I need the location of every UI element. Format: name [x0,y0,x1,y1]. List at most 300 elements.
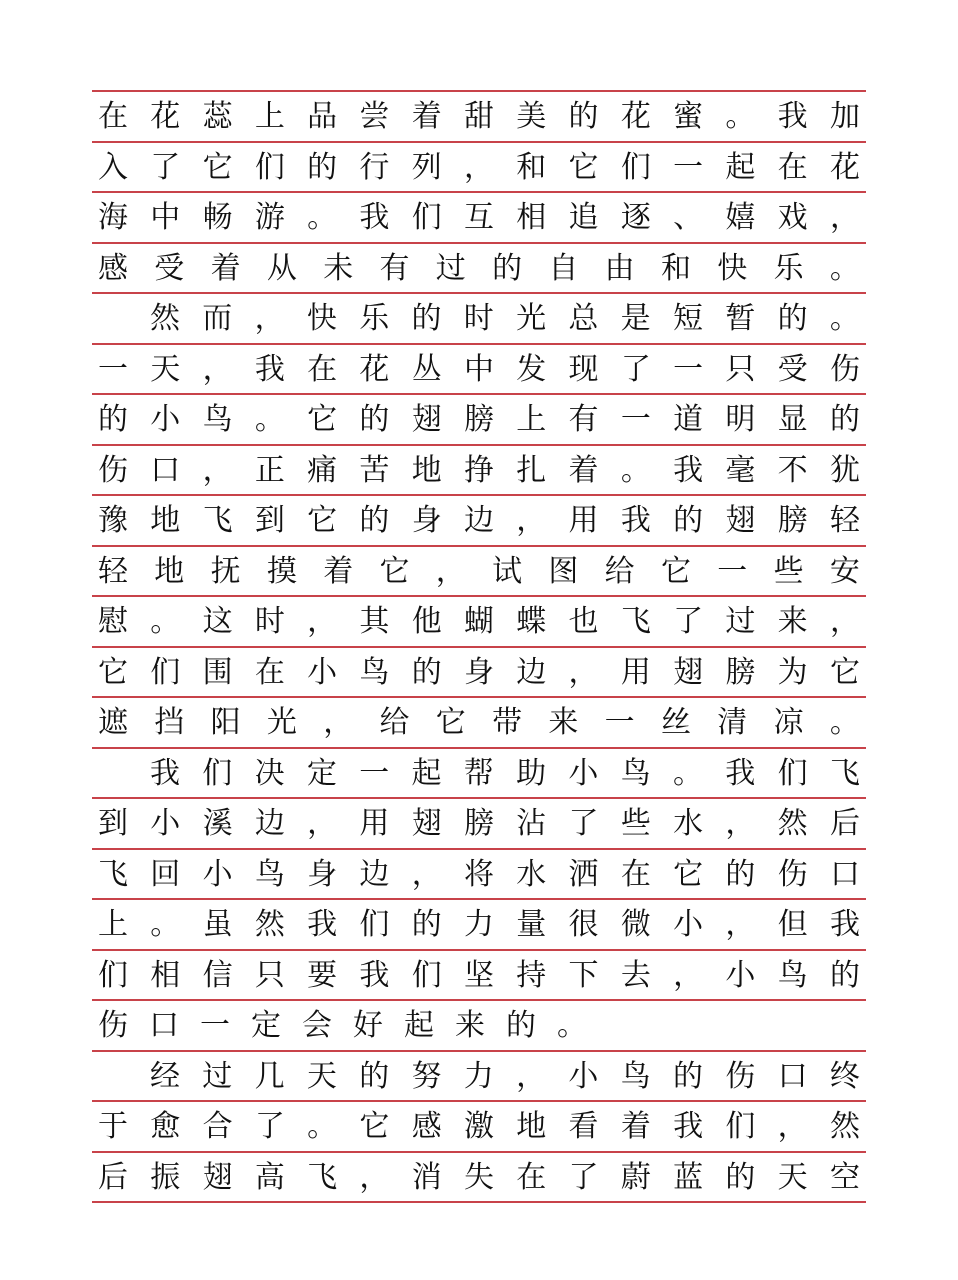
text-line [92,1050,866,1100]
handwritten-char: 为 [777,654,808,690]
handwritten-char: 然 [777,806,808,841]
handwritten-char: 只 [254,957,285,993]
text-line [92,646,866,696]
handwritten-char: 时 [463,301,494,336]
handwritten-char: 受 [154,250,185,286]
handwritten-char: 地 [516,1109,547,1144]
handwritten-char: 翅 [411,402,442,437]
handwritten-char: 甜 [463,99,494,134]
handwritten-char: 定 [306,755,337,791]
handwritten-char: 轻 [98,553,128,589]
handwritten-char: 光 [266,705,297,740]
handwritten-char: 的 [829,957,860,993]
handwritten-char: 了 [568,806,599,841]
handwritten-char: 慰 [98,604,128,639]
handwritten-char: 边 [516,654,547,690]
handwritten-char: 将 [463,856,494,892]
handwritten-char: 边 [463,503,494,538]
handwritten-char: 溪 [202,806,233,841]
handwritten-char: 花 [829,149,860,185]
handwritten-char: 膀 [725,654,756,690]
handwritten-char: 飞 [829,755,860,791]
handwritten-char: 遮 [98,705,128,740]
text-line [92,898,866,948]
handwritten-char: 着 [568,452,599,488]
handwritten-char: ， [829,200,860,235]
handwritten-char: 的 [359,503,390,538]
handwritten-char: 起 [404,1008,434,1043]
handwritten-char: 小 [568,1058,599,1094]
handwritten-char: 小 [673,907,704,942]
text-line [92,797,866,847]
handwritten-char: 们 [359,907,390,942]
handwritten-char: 它 [307,503,338,538]
handwritten-char: 它 [202,149,233,185]
handwritten-char: 加 [829,99,860,134]
handwritten-char: 小 [568,755,599,791]
handwritten-char: 。 [557,1008,587,1043]
handwritten-char: ， [516,503,547,538]
handwritten-char: 的 [492,250,523,286]
handwritten-char: ， [359,1159,390,1195]
handwritten-char: 我 [777,99,808,134]
handwritten-char: 蝶 [516,604,547,639]
handwritten-char: 坚 [463,957,494,993]
handwritten-char: 上 [254,99,285,134]
handwritten-char: 很 [568,907,599,942]
handwritten-char: 的 [777,301,808,336]
handwritten-char: 用 [568,503,599,538]
handwritten-char: 有 [379,250,410,286]
handwritten-char: 持 [516,957,547,993]
text-line [92,696,866,746]
handwritten-char: 口 [777,1058,808,1094]
text-line [92,292,866,342]
handwritten-char: 要 [307,957,338,993]
handwritten-char: 口 [149,1008,179,1043]
handwritten-char: ， [777,1109,808,1144]
text-line [92,191,866,241]
handwritten-char: 信 [202,957,233,993]
handwritten-char: 翅 [202,1159,233,1195]
handwritten-char: 天 [777,1159,808,1195]
handwritten-char: 。 [150,604,181,639]
handwritten-char: 一 [98,351,128,387]
handwritten-char: 乐 [359,301,390,336]
handwritten-char: 花 [620,99,651,134]
handwritten-char: 图 [548,553,579,589]
handwritten-char: 愈 [150,1109,181,1144]
handwritten-char: 正 [254,452,285,488]
handwritten-char: 犹 [829,452,860,488]
handwritten-char: ， [725,806,756,841]
handwritten-char: 地 [150,503,181,538]
handwritten-char: 我 [673,452,704,488]
text-line [92,141,866,191]
handwritten-char: 空 [829,1159,860,1195]
handwritten-char: 鸟 [202,402,233,437]
handwritten-char: 一 [359,755,390,791]
handwritten-char: 它 [568,149,599,185]
handwritten-char: 给 [379,705,410,740]
handwritten-char: 回 [150,856,181,892]
handwritten-char: 。 [829,705,860,740]
text-line [92,848,866,898]
handwritten-char: 不 [777,452,808,488]
handwritten-char: 飞 [620,604,651,639]
handwritten-char: 也 [568,604,599,639]
handwritten-char: 中 [150,200,181,235]
handwritten-char: 鸟 [359,654,390,690]
text-line [92,1151,866,1201]
handwritten-char: 洒 [568,856,599,892]
handwritten-char: 用 [620,654,651,690]
text-line [92,494,866,544]
handwritten-char: 在 [254,654,285,690]
handwritten-char: 翅 [673,654,704,690]
handwritten-char: 快 [717,250,748,286]
handwritten-char: 飞 [307,1159,338,1195]
handwritten-char: 一 [673,351,704,387]
handwritten-char: 伤 [725,1058,756,1094]
handwritten-char: ， [829,604,860,639]
handwritten-char: 们 [150,654,181,690]
handwritten-char: 。 [829,250,860,286]
handwritten-char: 。 [307,200,338,235]
handwritten-char: 带 [492,705,523,740]
handwritten-char: 了 [673,604,704,639]
ruled-line [92,1201,866,1203]
handwritten-char: 。 [725,99,756,134]
handwritten-char: 伤 [829,351,860,387]
handwritten-char: 着 [210,250,241,286]
handwritten-char: 们 [202,755,233,791]
handwritten-char: 苦 [359,452,390,488]
handwritten-char: 好 [353,1008,383,1043]
handwritten-char: 我 [725,755,756,791]
handwritten-char: 助 [516,755,547,791]
handwritten-char: 。 [672,755,703,791]
handwritten-char: 了 [620,351,651,387]
handwritten-char: 们 [254,149,285,185]
handwritten-char: 伤 [777,856,808,892]
handwritten-char: ， [307,806,338,841]
handwritten-char: 挡 [154,705,185,740]
handwritten-char: 了 [254,1109,285,1144]
handwritten-char: ， [435,553,466,589]
handwritten-char: 扎 [516,452,547,488]
handwritten-char: 在 [98,99,128,134]
handwritten-char: 围 [202,654,233,690]
handwritten-char: 口 [150,452,181,488]
handwritten-char: 凉 [773,705,804,740]
handwritten-char: 丝 [660,705,691,740]
handwritten-char: 身 [307,856,338,892]
handwritten-char: 蓝 [673,1159,704,1195]
handwritten-char: 品 [307,99,338,134]
handwritten-char: 来 [455,1008,485,1043]
handwritten-char: 然 [254,907,285,942]
handwritten-char: 由 [604,250,635,286]
handwritten-char: 清 [717,705,748,740]
handwritten-char: 们 [725,1109,756,1144]
handwritten-char: 中 [463,351,494,387]
handwritten-char: 和 [516,149,547,185]
handwritten-char: ， [673,957,704,993]
handwritten-char: 消 [411,1159,442,1195]
text-line [92,595,866,645]
handwritten-char: 列 [411,149,442,185]
handwritten-char: 、 [673,200,704,235]
handwritten-char: ， [202,351,233,387]
handwritten-char: 定 [251,1008,281,1043]
handwritten-char: 一 [604,705,635,740]
handwritten-char: 花 [150,99,181,134]
handwritten-char: 来 [777,604,808,639]
handwritten-char: 看 [568,1109,599,1144]
handwritten-char: 时 [254,604,285,639]
handwritten-char: 互 [463,200,494,235]
handwritten-char: 上 [516,402,547,437]
handwritten-char: 们 [411,957,442,993]
handwritten-char: 下 [568,957,599,993]
handwritten-char: 感 [411,1109,442,1144]
handwritten-char: ， [307,604,338,639]
handwritten-char: 伤 [98,452,128,488]
handwritten-char: 几 [254,1058,285,1094]
handwritten-char: 。 [829,301,860,336]
handwritten-char: 后 [98,1159,128,1195]
handwritten-char: 振 [150,1159,181,1195]
handwritten-char: 的 [359,402,390,437]
handwritten-char: 力 [463,907,494,942]
handwritten-char: 但 [777,907,808,942]
handwritten-char: 合 [202,1109,233,1144]
handwritten-char: 在 [777,149,808,185]
handwritten-char: 我 [359,200,390,235]
text-line [92,242,866,292]
text-line [92,949,866,999]
handwritten-char: ， [411,856,442,892]
handwritten-char: ， [202,452,233,488]
handwritten-char: 而 [202,301,233,336]
handwritten-char: 一 [717,553,748,589]
handwritten-char: 量 [516,907,547,942]
handwritten-char: 然 [829,1109,860,1144]
handwritten-char: 在 [516,1159,547,1195]
handwritten-char: 它 [98,654,128,690]
handwritten-char: 它 [307,402,338,437]
handwritten-char: ， [516,1058,547,1094]
handwritten-char: 。 [307,1109,338,1144]
handwritten-char: 的 [411,654,442,690]
handwritten-char: 的 [506,1008,536,1043]
handwritten-char: 伤 [98,1008,128,1043]
handwritten-char: 阳 [210,705,241,740]
handwritten-char: 戏 [777,200,808,235]
handwritten-char: 翅 [411,806,442,841]
handwritten-char: 着 [411,99,442,134]
handwritten-char: 到 [98,806,128,841]
handwritten-char: 入 [98,149,128,185]
handwritten-char: 一 [673,149,704,185]
handwritten-char: ， [254,301,285,336]
text-line [92,1100,866,1150]
handwritten-char: 尝 [359,99,390,134]
text-line [92,393,866,443]
handwritten-char: 丛 [411,351,442,387]
handwritten-char: 鸟 [777,957,808,993]
handwritten-char: 小 [202,856,233,892]
handwritten-char: 的 [673,503,704,538]
handwritten-char: 的 [725,1159,756,1195]
handwritten-char: 它 [660,553,691,589]
handwritten-char: 逐 [620,200,651,235]
handwritten-char: 口 [829,856,860,892]
handwritten-char: 身 [411,503,442,538]
handwritten-char: 鸟 [620,755,651,791]
handwritten-char: ， [323,705,354,740]
handwritten-char: 小 [725,957,756,993]
handwritten-char: 我 [673,1109,704,1144]
handwritten-char: 过 [725,604,756,639]
handwritten-char: 沾 [516,806,547,841]
handwritten-char: 道 [673,402,704,437]
handwritten-char: 的 [359,1058,390,1094]
handwritten-char: 光 [516,301,547,336]
handwritten-char: 地 [154,553,185,589]
handwritten-char: 美 [516,99,547,134]
handwritten-char: 是 [620,301,651,336]
handwritten-char: 感 [98,250,128,286]
handwritten-char: 未 [323,250,354,286]
handwritten-char: 来 [548,705,579,740]
handwritten-char: 一 [200,1008,230,1043]
handwritten-char: 追 [568,200,599,235]
text-line [92,343,866,393]
handwritten-char: 蔚 [620,1159,651,1195]
handwritten-char: 小 [150,402,181,437]
handwritten-char: 鸟 [254,856,285,892]
handwritten-char: 暂 [725,301,756,336]
handwritten-char: 试 [492,553,523,589]
handwritten-char: 相 [516,200,547,235]
handwritten-char: 这 [202,604,233,639]
handwritten-char: 膀 [463,402,494,437]
handwritten-char: 给 [604,553,635,589]
text-line [92,545,866,595]
handwritten-char: 微 [620,907,651,942]
handwritten-char: 我 [359,957,390,993]
handwritten-char: 用 [359,806,390,841]
handwritten-char: 膀 [777,503,808,538]
handwritten-char: 它 [829,654,860,690]
handwritten-char: ， [725,907,756,942]
handwritten-char: 水 [673,806,704,841]
handwritten-char: 摸 [266,553,297,589]
handwritten-char: 到 [254,503,285,538]
handwritten-char: 帮 [463,755,494,791]
handwritten-char: 。 [620,452,651,488]
handwritten-char: 们 [620,149,651,185]
handwritten-char: 膀 [463,806,494,841]
handwritten-char: 着 [620,1109,651,1144]
handwritten-char: 豫 [98,503,128,538]
handwritten-char: 在 [307,351,338,387]
handwritten-char: 了 [150,149,181,185]
handwritten-char: 边 [359,856,390,892]
handwritten-char: 花 [359,351,390,387]
handwritten-char: 有 [568,402,599,437]
handwritten-char: 它 [359,1109,390,1144]
handwritten-char: 起 [411,755,442,791]
handwritten-char: 们 [98,957,128,993]
handwritten-char: 地 [411,452,442,488]
handwritten-char: 抚 [210,553,241,589]
handwritten-char: 身 [463,654,494,690]
handwritten-char: 们 [777,755,808,791]
handwritten-char: 的 [98,402,128,437]
handwritten-char: 快 [306,301,337,336]
handwritten-char: 我 [150,755,180,791]
handwritten-char: 力 [463,1058,494,1094]
handwritten-char: 飞 [202,503,233,538]
handwritten-char: 从 [266,250,297,286]
handwritten-char: 的 [307,149,338,185]
handwritten-char: 的 [411,301,442,336]
text-line [92,90,866,140]
handwritten-char: 努 [411,1058,442,1094]
handwritten-char: 我 [254,351,285,387]
handwritten-char: 我 [307,907,338,942]
handwritten-char: 。 [150,907,181,942]
handwritten-char: 去 [620,957,651,993]
handwritten-char: 安 [829,553,860,589]
handwritten-char: 着 [323,553,354,589]
handwritten-char: ， [463,149,494,185]
handwritten-char: 水 [516,856,547,892]
handwritten-char: 终 [829,1058,860,1094]
handwritten-char: 在 [620,856,651,892]
handwritten-char: 和 [660,250,691,286]
handwritten-char: 现 [568,351,599,387]
handwritten-char: 我 [829,907,860,942]
handwritten-char: 失 [463,1159,494,1195]
handwritten-char: 总 [568,301,599,336]
handwritten-char: 的 [829,402,860,437]
handwritten-char: 短 [672,301,703,336]
handwritten-char: 高 [254,1159,285,1195]
handwritten-char: 毫 [725,452,756,488]
handwritten-char: 乐 [773,250,804,286]
handwritten-char: 它 [435,705,466,740]
handwritten-char: 上 [98,907,128,942]
handwritten-char: 嬉 [725,200,756,235]
handwritten-char: 海 [98,200,128,235]
handwritten-char: 小 [307,654,338,690]
handwritten-char: 了 [568,1159,599,1195]
handwritten-char: 受 [777,351,808,387]
handwritten-char: 激 [463,1109,494,1144]
handwritten-char: 明 [725,402,756,437]
text-line [92,747,866,797]
handwritten-char: ， [568,654,599,690]
handwritten-char: 过 [435,250,466,286]
handwritten-char: 挣 [463,452,494,488]
handwritten-char: 只 [725,351,756,387]
handwritten-char: 发 [516,351,547,387]
handwritten-char: 我 [620,503,651,538]
